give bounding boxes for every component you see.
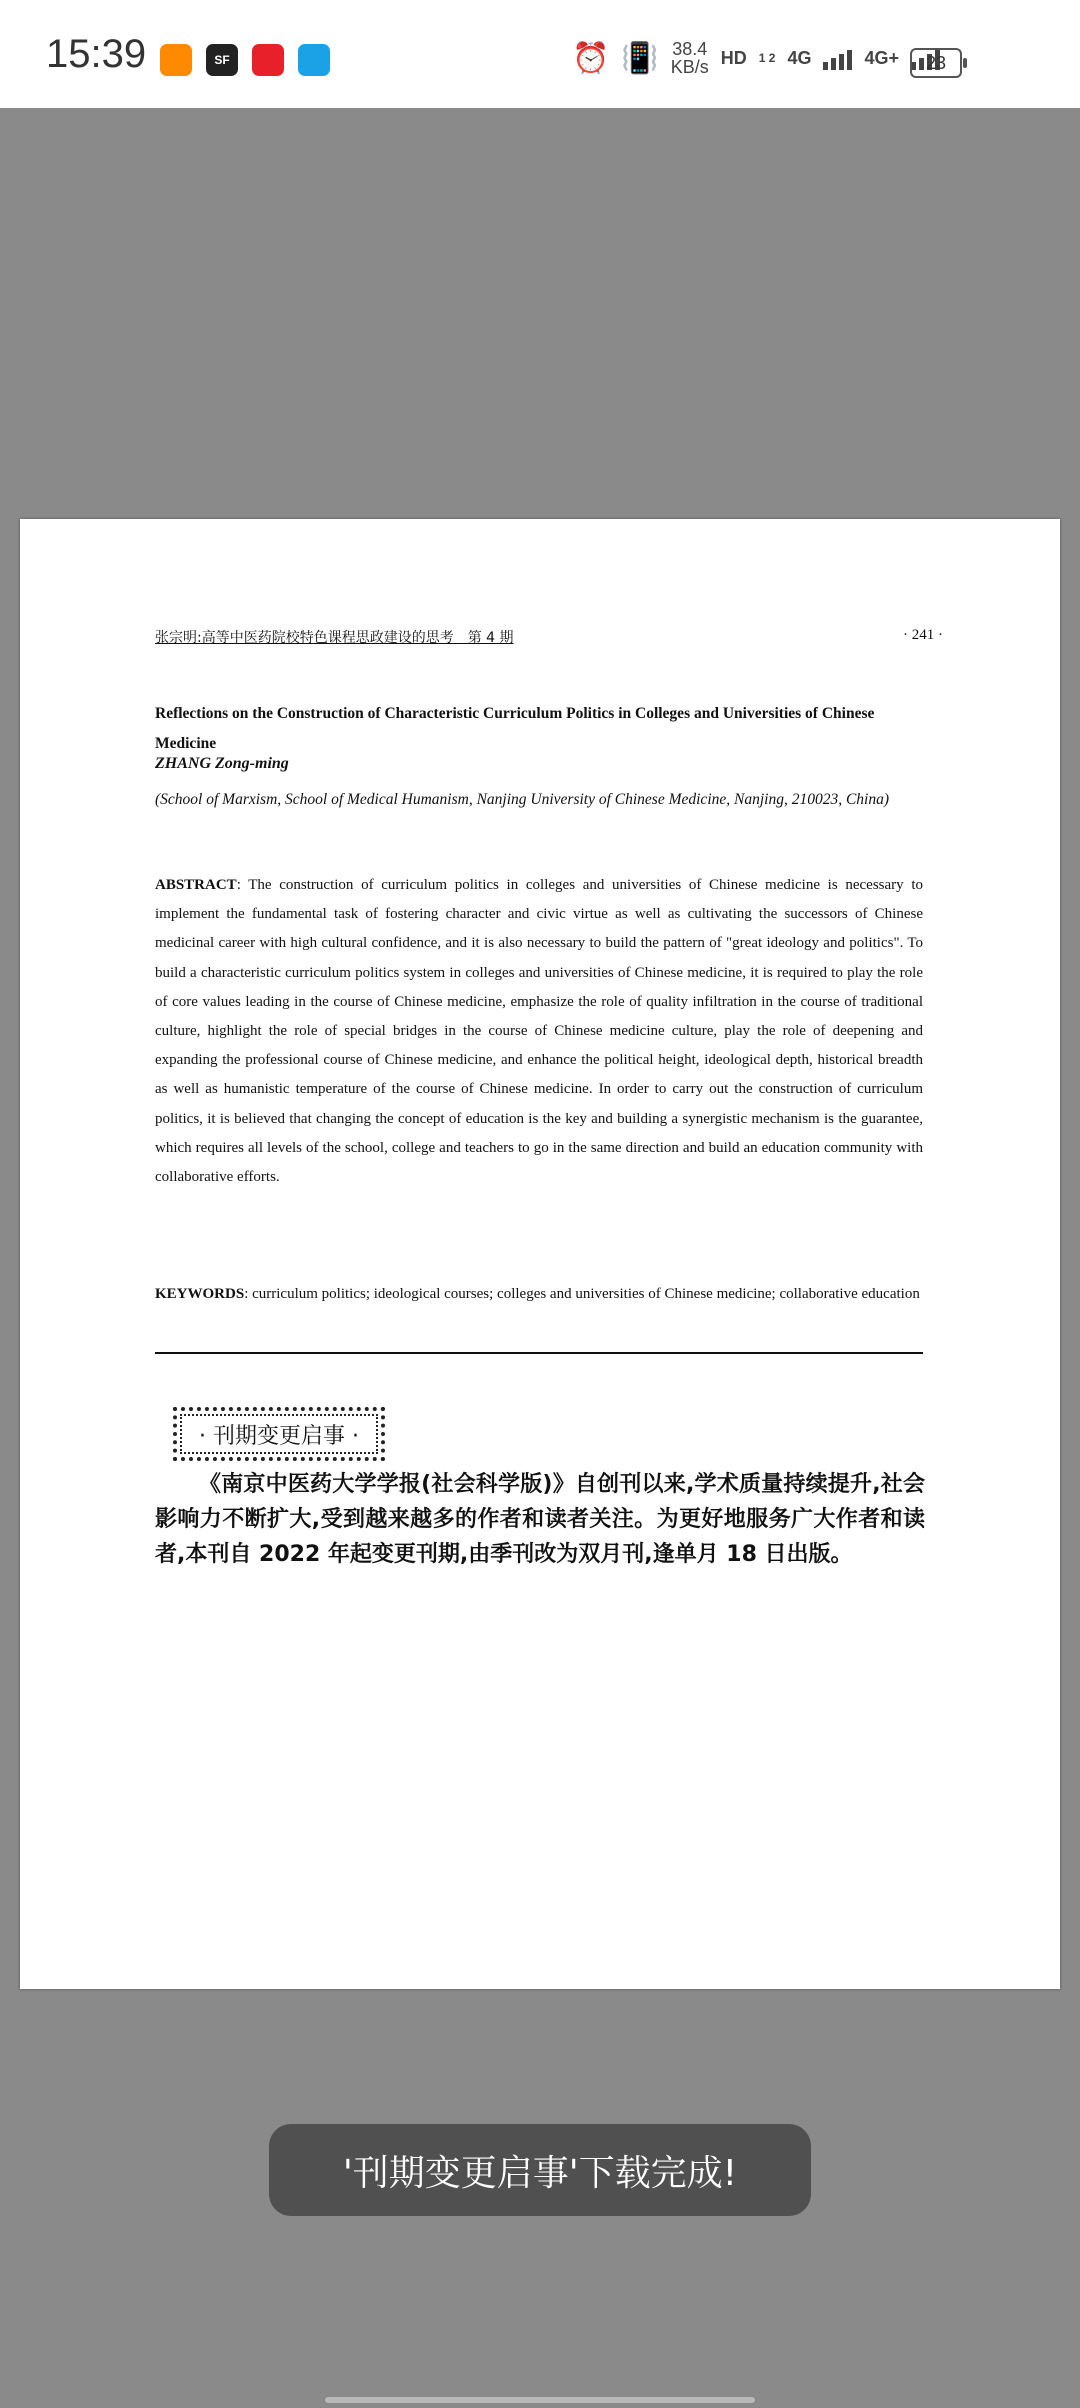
status-indicators [572, 40, 940, 76]
vibrate-icon: 📳 [621, 41, 659, 75]
app-icon-c [252, 44, 284, 76]
paper-title: Reflections on the Construction of Characteristic Curriculum Politics in Colleges and Universities of Chinese Medicine [155, 705, 875, 752]
notification-icons [160, 44, 330, 76]
divider [155, 1352, 923, 1354]
home-indicator[interactable] [325, 2397, 755, 2403]
alarm-icon: ⏰ [572, 41, 610, 75]
notice-body: 《南京中医药大学学报(社会科学版)》自创刊以来,学术质量持续提升,社会影响力不断扩大,受到越来越多的作者和读者关注。为更好地服务广大作者和读者,本刊自 2022 年起变更刊期,由季刊改为双月刊,逢单月 18 日出版。 [155, 1472, 925, 1567]
app-icon-a [160, 44, 192, 76]
sf-express-icon: SF [206, 44, 238, 76]
status-time: 15:39 [46, 32, 147, 76]
app-icon-d [298, 44, 330, 76]
keywords [155, 1280, 923, 1309]
paper-affiliation: (School of Marxism, School of Medical Humanism, Nanjing University of Chinese Medicine, Nanjing, 210023, China) [155, 791, 890, 808]
battery-icon: 23 [910, 48, 962, 78]
running-head-left: 张宗明:高等中医药院校特色课程思政建设的思考 第 4 期 [155, 630, 514, 646]
keywords-text: : curriculum politics; ideological courses; colleges and universities of Chinese medicine; collaborative education [244, 1286, 920, 1302]
sim-indicator: 1 2 [758, 51, 776, 65]
page-number: · 241 · [903, 627, 943, 643]
network-speed: 38.4 KB/s [670, 39, 709, 77]
notice-title: · 刊期变更启事 · [173, 1407, 385, 1461]
abstract-text: : The construction of curriculum politics in colleges and universities of Chinese medicine is necessary to implement the fundamental task of fostering character and civic virtue as well as cultivating the successors of Chinese medicinal career with high cultural confidence, and it is also necessary to build the pattern of "great ideology and politics". To build a characteristic curriculum politics system in colleges and universities of Chinese medicine, it is required to play the role of core values leading in the course of Chinese medicine, emphasize the role of quality infiltration in the course of traditional culture, highlight the role of special bridges in the course of Chinese medicine culture, play the role of deepening and expanding the professional course of Chinese medicine, and enhance the political height, ideological depth, historical breadth as well as humanistic temperature of the course of Chinese medicine. In order to carry out the construction of curriculum politics, it is believed that changing the concept of education is the key and building a synergistic mechanism is the guarantee, which requires all levels of the school, college and teachers to go in the same direction and build an education community with collaborative efforts. [155, 877, 923, 1186]
status-bar [0, 0, 1080, 108]
abstract [155, 871, 923, 1192]
network-type-2: 4G+ [864, 47, 899, 68]
abstract-label: ABSTRACT [155, 877, 237, 893]
running-head [155, 627, 943, 647]
download-toast: '刊期变更启事'下载完成! [269, 2124, 811, 2216]
document-page[interactable] [20, 519, 1060, 1989]
paper-author: ZHANG Zong-ming [155, 755, 289, 772]
keywords-label: KEYWORDS [155, 1286, 245, 1302]
network-type-1: 4G [787, 47, 812, 68]
hd-badge: HD [720, 47, 747, 68]
signal-icon [823, 46, 852, 70]
